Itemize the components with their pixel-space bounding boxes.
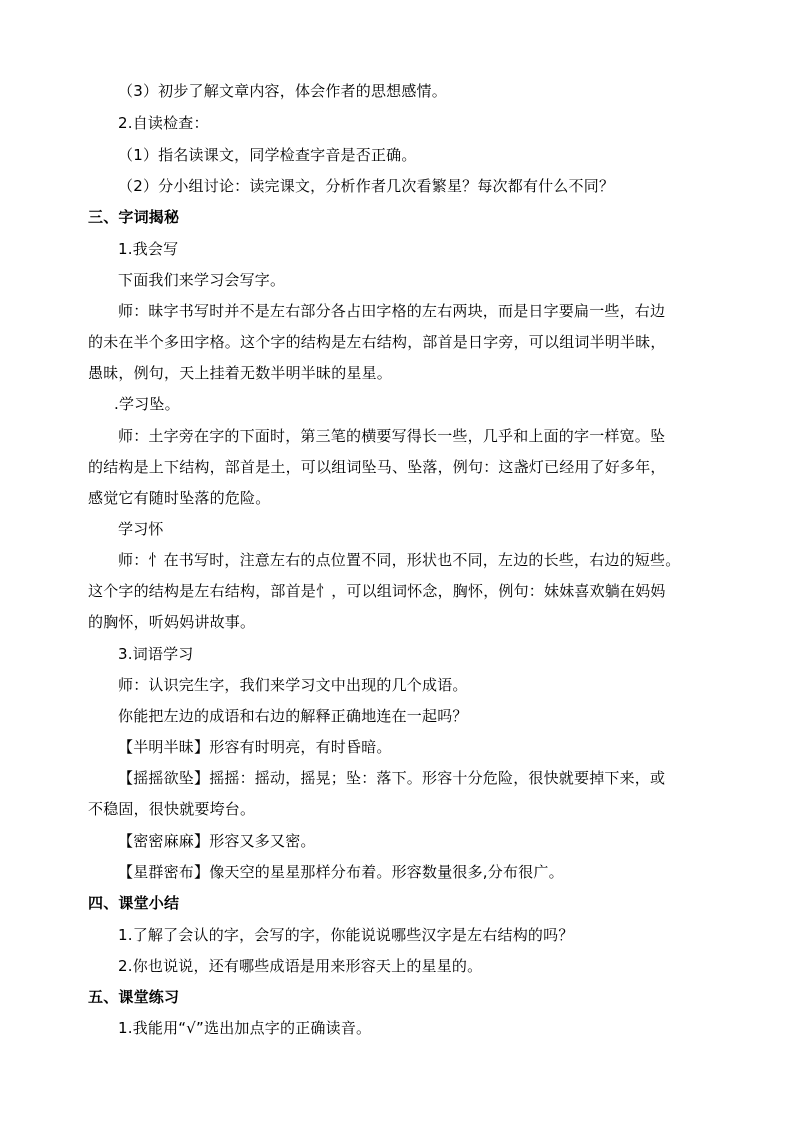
- self-check-item-1: （1）指名读课文，同学检查字音是否正确。: [118, 146, 417, 164]
- idiom-yao-yao-yu-zhui-line-1: 【摇摇欲坠】摇摇：摇动，摇晃；坠：落下。形容十分危险，很快就要掉下来，或: [118, 769, 666, 787]
- huai-paragraph-line-1: 师：忄在书写时，注意左右的点位置不同，形状也不同，左边的长些，右边的短些。: [118, 551, 681, 569]
- huai-paragraph-line-2: 这个字的结构是左右结构，部首是忄，可以组词怀念，胸怀，例句：妹妹喜欢躺在妈妈: [88, 582, 666, 600]
- self-check-title: 2.自读检查：: [118, 114, 209, 132]
- mei-paragraph-line-2: 的未在半个多田字格。这个字的结构是左右结构，部首是日字旁，可以组词半明半昧，: [88, 333, 666, 351]
- idiom-ban-ming-ban-mei: 【半明半昧】形容有时明亮，有时昏暗。: [118, 738, 392, 756]
- objective-3: （3）初步了解文章内容，体会作者的思想感情。: [118, 82, 447, 100]
- exercise-item-1: 1.我能用“√”选出加点字的正确读音。: [118, 1019, 372, 1037]
- huai-subheading: 学习怀: [118, 520, 164, 538]
- idiom-yao-yao-yu-zhui-line-2: 不稳固，很快就要垮台。: [88, 800, 256, 818]
- vocab-question: 你能把左边的成语和右边的解释正确地连在一起吗？: [118, 707, 468, 725]
- mei-paragraph-line-1: 师：昧字书写时并不是左右部分各占田字格的左右两块，而是日字要扁一些，右边: [118, 302, 666, 320]
- vocab-subheading: 3.词语学习: [118, 645, 194, 663]
- summary-item-1: 1.了解了会认的字，会写的字，你能说说哪些汉字是左右结构的吗？: [118, 926, 574, 944]
- mei-paragraph-line-3: 愚昧，例句，天上挂着无数半明半昧的星星。: [88, 364, 393, 382]
- zhui-paragraph-line-2: 的结构是上下结构，部首是土，可以组词坠马、坠落，例句：这盏灯已经用了好多年，: [88, 458, 666, 476]
- zhui-subheading: .学习坠。: [114, 395, 180, 413]
- vocab-intro: 师：认识完生字，我们来学习文中出现的几个成语。: [118, 676, 468, 694]
- idiom-xing-qun-mi-bu: 【星群密布】像天空的星星那样分布着。形容数量很多,分布很广。: [118, 863, 564, 881]
- section-3-heading: 三、字词揭秘: [88, 208, 180, 226]
- write-intro: 下面我们来学习会写字。: [118, 271, 286, 289]
- section-5-heading: 五、课堂练习: [88, 988, 180, 1006]
- section-4-heading: 四、课堂小结: [88, 894, 180, 912]
- zhui-paragraph-line-1: 师：土字旁在字的下面时，第三笔的横要写得长一些，几乎和上面的字一样宽。坠: [118, 427, 666, 445]
- zhui-paragraph-line-3: 感觉它有随时坠落的危险。: [88, 489, 271, 507]
- idiom-mi-mi-ma-ma: 【密密麻麻】形容又多又密。: [118, 832, 316, 850]
- huai-paragraph-line-3: 的胸怀，听妈妈讲故事。: [88, 613, 256, 631]
- summary-item-2: 2.你也说说，还有哪些成语是用来形容天上的星星的。: [118, 957, 483, 975]
- write-subheading: 1.我会写: [118, 240, 179, 258]
- self-check-item-2: （2）分小组讨论：读完课文，分析作者几次看繁星？每次都有什么不同？: [118, 177, 615, 195]
